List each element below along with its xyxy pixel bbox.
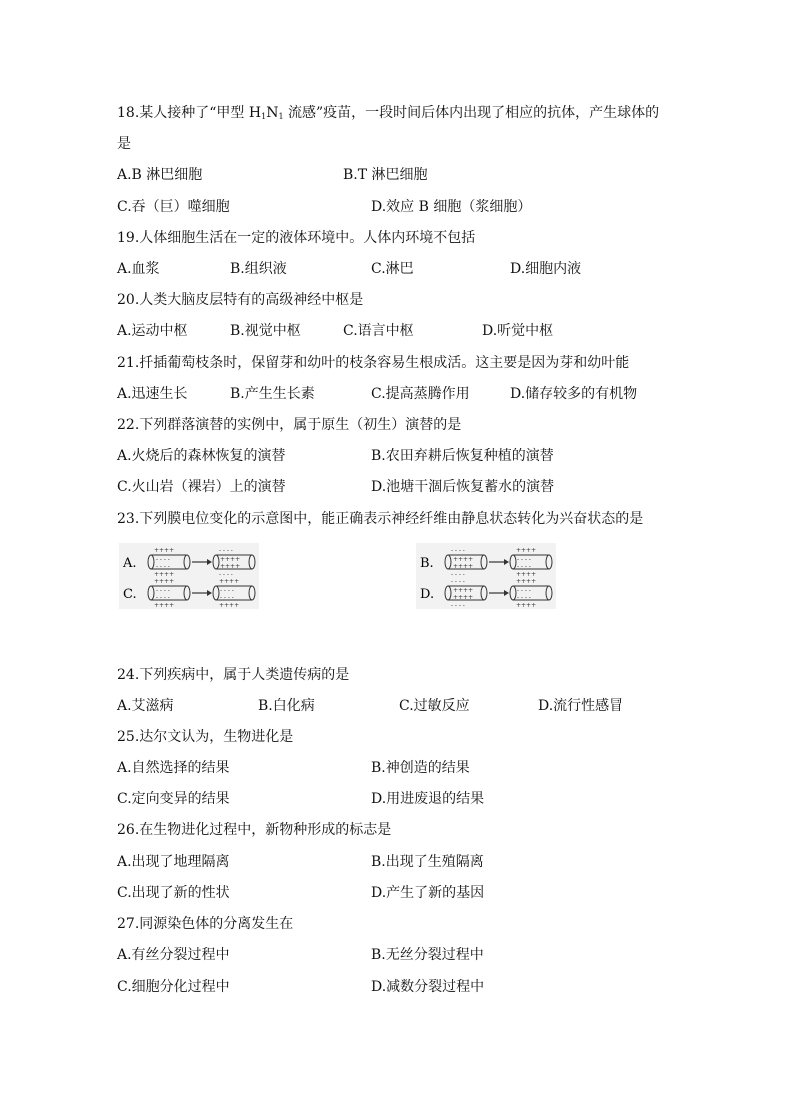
q26-option-a[interactable]: A.出现了地理隔离: [117, 854, 230, 870]
q27-stem: 27.同源染色体的分离发生在: [117, 916, 294, 932]
q26-option-b[interactable]: B.出现了生殖隔离: [371, 854, 484, 870]
svg-text:++++: ++++: [154, 602, 175, 609]
q26-option-c[interactable]: C.出现了新的性状: [117, 885, 230, 901]
svg-text:++++: ++++: [453, 594, 474, 601]
q24-option-b[interactable]: B.白化病: [258, 698, 315, 714]
svg-text:- - - -: - - - -: [517, 563, 531, 570]
svg-text:++++: ++++: [220, 563, 241, 570]
q25-option-b[interactable]: B.神创造的结果: [371, 760, 470, 776]
svg-text:- - - -: - - - -: [156, 563, 170, 570]
svg-text:++++: ++++: [154, 571, 175, 578]
svg-text:- - - -: - - - -: [451, 602, 465, 609]
svg-text:- - - -: - - - -: [517, 594, 531, 601]
q18-option-d[interactable]: D.效应 B 细胞（浆细胞）: [371, 199, 532, 215]
q22-option-a[interactable]: A.火烧后的森林恢复的演替: [117, 448, 286, 464]
q26-stem: 26.在生物进化过程中，新物种形成的标志是: [117, 822, 392, 838]
q25-option-c[interactable]: C.定向变异的结果: [117, 791, 230, 807]
svg-text:++++: ++++: [220, 556, 241, 563]
q20-stem: 20.人类大脑皮层特有的高级神经中枢是: [117, 292, 364, 308]
svg-text:- - - -: - - - -: [220, 594, 234, 601]
q21-option-c[interactable]: C.提高蒸腾作用: [371, 386, 470, 402]
svg-text:- - - -: - - - -: [451, 578, 465, 585]
figure-label-a: A.: [123, 556, 137, 571]
q24-stem: 24.下列疾病中，属于人类遗传病的是: [117, 667, 350, 683]
q21-option-a[interactable]: A.迅速生长: [117, 386, 188, 402]
q19-option-c[interactable]: C.淋巴: [371, 261, 414, 277]
q18-stem-line2: 是: [117, 136, 131, 152]
q20-option-b[interactable]: B.视觉中枢: [230, 323, 301, 339]
q25-option-d[interactable]: D.用进废退的结果: [371, 791, 485, 807]
q20-option-c[interactable]: C.语言中枢: [343, 323, 414, 339]
q21-option-d[interactable]: D.储存较多的有机物: [510, 386, 638, 402]
svg-text:++++: ++++: [516, 578, 537, 585]
q27-option-c[interactable]: C.细胞分化过程中: [117, 979, 230, 995]
svg-text:++++: ++++: [154, 578, 175, 585]
q23-figure-left: [119, 543, 259, 613]
q23-figure-right: [416, 543, 556, 613]
svg-text:- - - -: - - - -: [517, 587, 531, 594]
svg-text:++++: ++++: [154, 547, 175, 554]
membrane-diagram-bd: [416, 543, 556, 609]
q25-stem: 25.达尔文认为，生物进化是: [117, 729, 294, 745]
svg-text:++++: ++++: [219, 602, 240, 609]
svg-text:++++: ++++: [453, 563, 474, 570]
figure-label-b: B.: [420, 556, 434, 571]
q21-option-b[interactable]: B.产生生长素: [230, 386, 315, 402]
svg-text:- - - -: - - - -: [451, 547, 465, 554]
q26-option-d[interactable]: D.产生了新的基因: [371, 885, 485, 901]
svg-text:- - - -: - - - -: [156, 556, 170, 563]
svg-text:++++: ++++: [453, 587, 474, 594]
q27-option-d[interactable]: D.减数分裂过程中: [371, 979, 485, 995]
q22-option-c[interactable]: C.火山岩（裸岩）上的演替: [117, 479, 286, 495]
q23-stem: 23.下列膜电位变化的示意图中，能正确表示神经纤维由静息状态转化为兴奋状态的是: [117, 511, 644, 527]
q27-option-a[interactable]: A.有丝分裂过程中: [117, 947, 230, 963]
q18-stem: 18.某人接种了“甲型 $H_1N_1$ 流感”疫苗，一段时间后体内出现了相应的抗体，产生球体的: [117, 105, 660, 121]
svg-text:++++: ++++: [219, 578, 240, 585]
svg-text:- - - -: - - - -: [219, 547, 233, 554]
figure-label-c: C.: [123, 587, 137, 602]
q19-stem: 19.人体细胞生活在一定的液体环境中。人体内环境不包括: [117, 230, 476, 246]
q22-stem: 22.下列群落演替的实例中，属于原生（初生）演替的是: [117, 417, 462, 433]
svg-text:++++: ++++: [516, 547, 537, 554]
q22-option-d[interactable]: D.池塘干涸后恢复蓄水的演替: [371, 479, 555, 495]
q24-option-d[interactable]: D.流行性感冒: [538, 698, 624, 714]
svg-text:- - - -: - - - -: [517, 556, 531, 563]
svg-text:++++: ++++: [516, 571, 537, 578]
q18-option-a[interactable]: A.B 淋巴细胞: [117, 167, 203, 183]
q19-option-d[interactable]: D.细胞内液: [510, 261, 582, 277]
membrane-diagram-ac: [119, 543, 259, 609]
q27-option-b[interactable]: B.无丝分裂过程中: [371, 947, 484, 963]
q25-option-a[interactable]: A.自然选择的结果: [117, 760, 230, 776]
svg-text:- - - -: - - - -: [156, 594, 170, 601]
q24-option-c[interactable]: C.过敏反应: [399, 698, 470, 714]
svg-text:- - - -: - - - -: [220, 587, 234, 594]
q19-option-a[interactable]: A.血浆: [117, 261, 160, 277]
q21-stem: 21.扦插葡萄枝条时，保留芽和幼叶的枝条容易生根成活。这主要是因为芽和幼叶能: [117, 355, 630, 371]
q19-option-b[interactable]: B.组织液: [230, 261, 287, 277]
q20-option-a[interactable]: A.运动中枢: [117, 323, 188, 339]
svg-text:++++: ++++: [453, 556, 474, 563]
q20-option-d[interactable]: D.听觉中枢: [482, 323, 554, 339]
svg-text:- - - -: - - - -: [156, 587, 170, 594]
svg-text:- - - -: - - - -: [219, 571, 233, 578]
q22-option-b[interactable]: B.农田弃耕后恢复种植的演替: [371, 448, 554, 464]
q24-option-a[interactable]: A.艾滋病: [117, 698, 174, 714]
svg-text:- - - -: - - - -: [451, 571, 465, 578]
q18-option-b[interactable]: B.T 淋巴细胞: [343, 167, 428, 183]
q18-option-c[interactable]: C.吞（巨）噬细胞: [117, 199, 230, 215]
figure-label-d: D.: [420, 587, 435, 602]
svg-text:++++: ++++: [516, 602, 537, 609]
